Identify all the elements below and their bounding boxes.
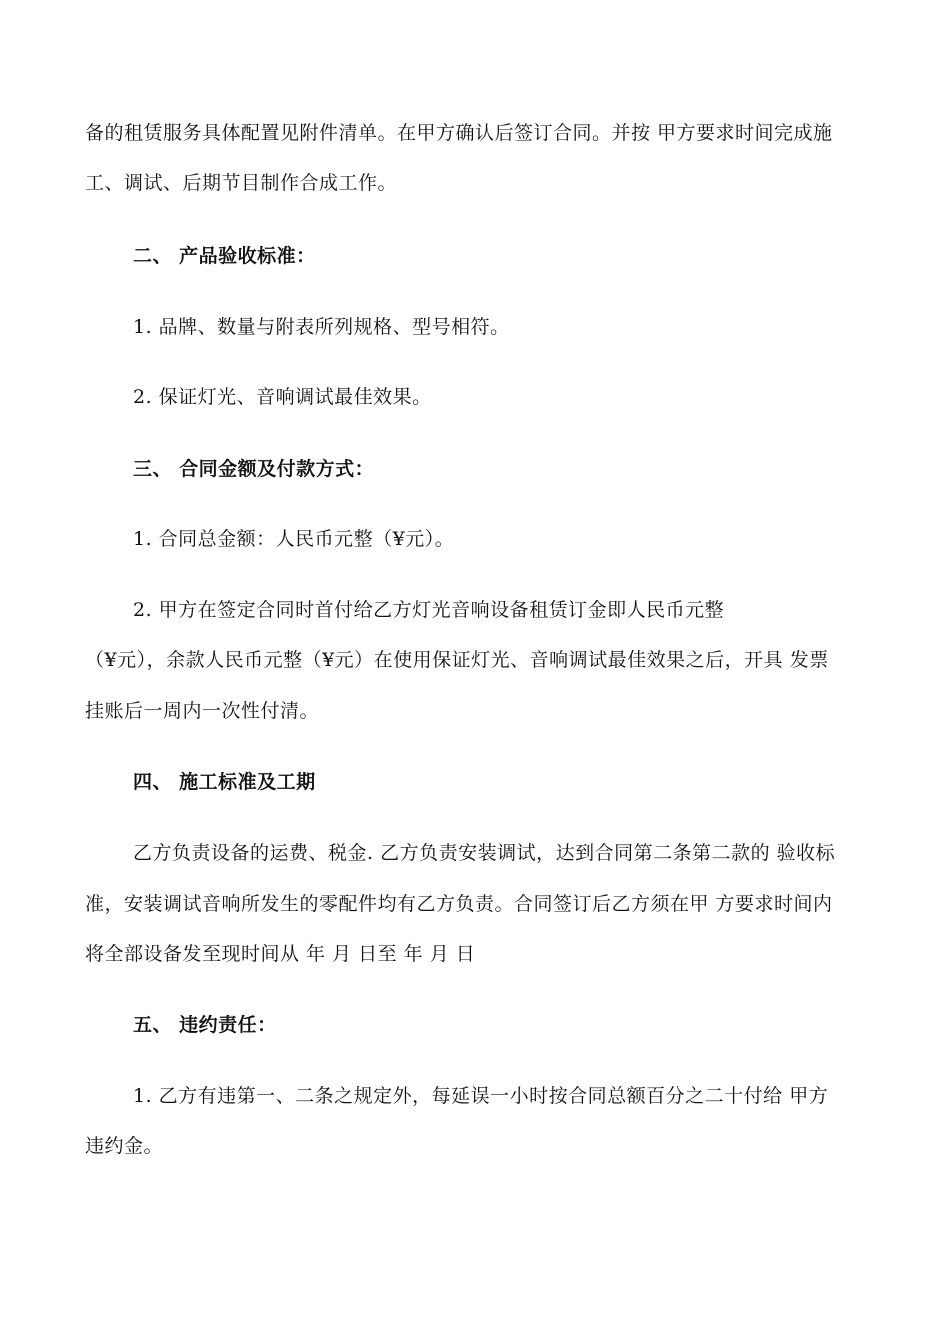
paragraph-line: 备的租赁服务具体配置见附件清单。在甲方确认后签订合同。并按 甲方要求时间完成施 (85, 122, 833, 144)
list-item: 1. 合同总金额：人民币元整（¥元）。 (133, 528, 455, 550)
paragraph-line: 工、调试、后期节目制作合成工作。 (85, 172, 398, 194)
section-heading: 三、 合同金额及付款方式： (133, 458, 375, 480)
list-item: 2. 保证灯光、音响调试最佳效果。 (133, 386, 432, 408)
paragraph-line: （¥元），余款人民币元整（¥元）在使用保证灯光、音响调试最佳效果之后，开具 发票 (85, 649, 829, 671)
paragraph-line: 乙方负责设备的运费、税金. 乙方负责安装调试，达到合同第二条第二款的 验收标 (133, 842, 836, 864)
paragraph-line: 挂账后一周内一次性付清。 (85, 700, 320, 722)
paragraph-line: 准，安装调试音响所发生的零配件均有乙方负责。合同签订后乙方须在甲 方要求时间内 (85, 893, 833, 915)
section-heading: 四、 施工标准及工期 (133, 771, 316, 793)
list-item: 2. 甲方在签定合同时首付给乙方灯光音响设备租赁订金即人民币元整 (133, 599, 725, 621)
list-item: 1. 品牌、数量与附表所列规格、型号相符。 (133, 316, 510, 338)
section-heading: 五、 违约责任： (133, 1014, 277, 1036)
list-item: 1. 乙方有违第一、二条之规定外，每延误一小时按合同总额百分之二十付给 甲方 (133, 1085, 829, 1107)
paragraph-line: 违约金。 (85, 1135, 164, 1157)
paragraph-line: 将全部设备发至现时间从 年 月 日至 年 月 日 (85, 943, 476, 965)
section-heading: 二、 产品验收标准： (133, 245, 316, 267)
